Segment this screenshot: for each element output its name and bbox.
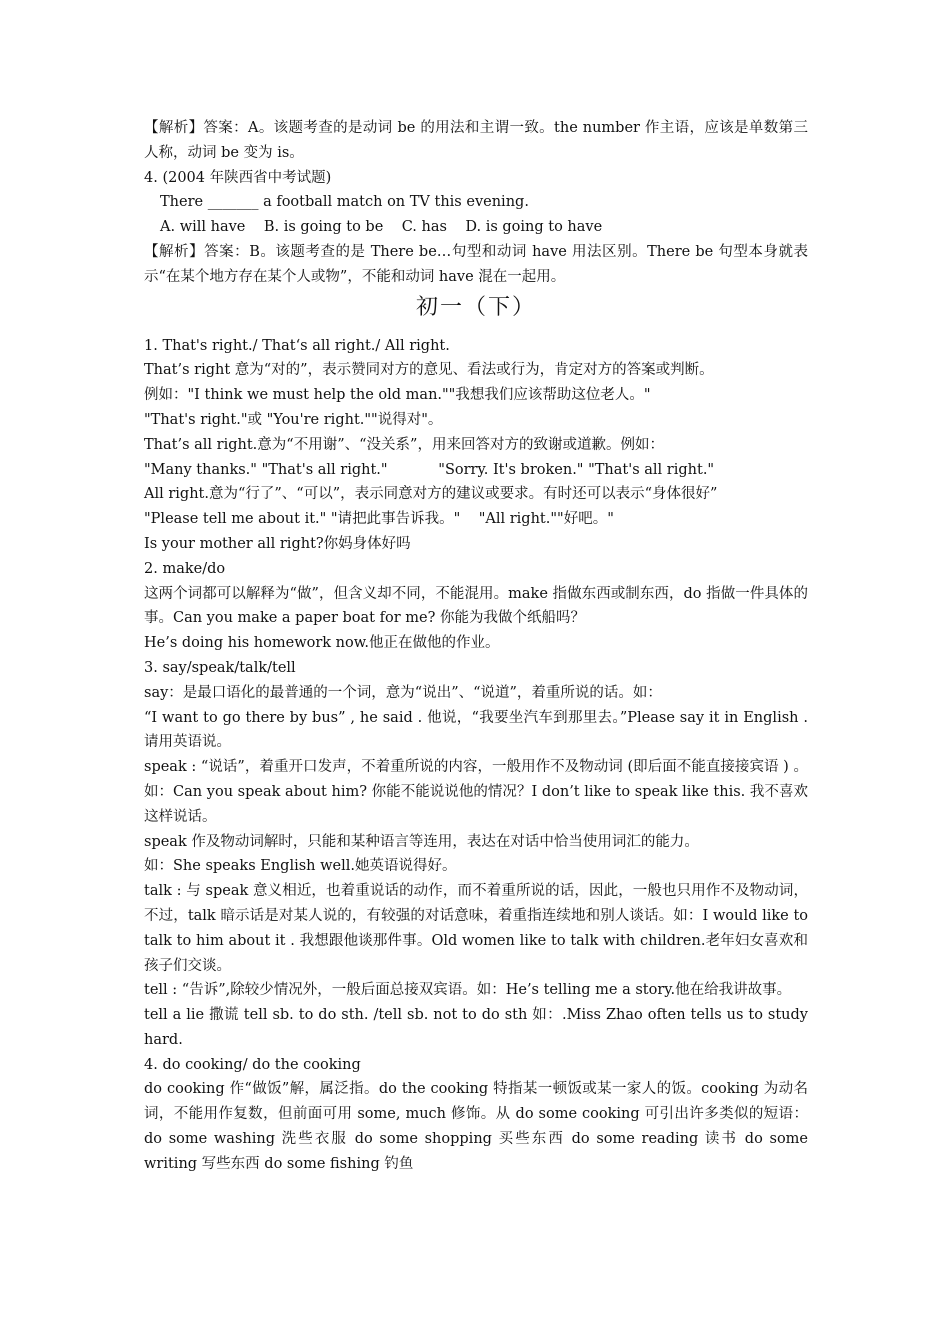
- body-paragraph: He’s doing his homework now.他正在做他的作业。: [144, 635, 500, 652]
- body-paragraph: "That's right."或 "You're right.""说得对"。: [144, 411, 443, 428]
- body-paragraph: 如：She speaks English well.她英语说得好。: [144, 858, 457, 875]
- body-paragraph: That’s right 意为“对的”，表示赞同对方的意见、看法或行为，肯定对方的答案或判断。: [144, 362, 714, 379]
- question-stem: There _______ a football match on TV this evening.: [160, 194, 529, 211]
- body-paragraph: 例如："I think we must help the old man.""我想我们应该帮助这位老人。": [144, 387, 651, 404]
- analysis-paragraph: 【解析】答案：B。该题考查的是 There be…句型和动词 have 用法区别。There be 句型本身就表示“在某个地方存在某个人或物”，不能和动词 have 混在一起用。: [144, 243, 808, 285]
- question-options: A. will have B. is going to be C. has D. is going to have: [160, 219, 603, 236]
- body-paragraph: 这两个词都可以解释为“做”，但含义却不同，不能混用。make 指做东西或制东西，do 指做一件具体的事。Can you make a paper boat for me? 你能为我做个纸船吗？: [144, 585, 808, 627]
- body-paragraph: tell : “告诉”,除较少情况外，一般后面总接双宾语。如：He’s telling me a story.他在给我讲故事。: [144, 982, 792, 999]
- section-heading: 初一（下）: [415, 294, 536, 320]
- item-title: 2. make/do: [144, 560, 226, 577]
- analysis-paragraph: 【解析】答案：A。该题考查的是动词 be 的用法和主谓一致。the number 作主语，应该是单数第三人称，动词 be 变为 is。: [144, 120, 808, 161]
- body-paragraph: speak : “说话”，着重开口发声，不着重所说的内容，一般用作不及物动词 (即后面不能直接接宾语 ) 。如：Can you speak about him? 你能不能说说他的情况？I don’t like to speak like this. 我不喜欢这样说话。: [144, 759, 808, 825]
- body-paragraph: talk : 与 speak 意义相近，也着重说话的动作，而不着重所说的话，因此，一般也只用作不及物动词， 不过，talk 暗示话是对某人说的，有较强的对话意味，着重指连续地和别人谈话。如：I would like to talk to him about it . 我想跟他谈那件事。Old women like to talk with children.老年妇女喜欢和孩子们交谈。: [144, 883, 808, 974]
- body-paragraph: do cooking 作“做饭”解，属泛指。do the cooking 特指某一顿饭或某一家人的饭。cooking 为动名词，不能用作复数，但前面可用 some, much 修饰。从 do some cooking 可引出许多类似的短语：do some washing 洗些衣服 do some shopping 买些东西 do some reading 读书 do some writing 写些东西 do some fishing 钓鱼: [144, 1081, 808, 1172]
- document-page: [144, 116, 808, 1177]
- body-paragraph: "Many thanks." "That's all right." "Sorry. It's broken." "That's all right.": [144, 461, 715, 478]
- body-paragraph: Is your mother all right?你妈身体好吗: [144, 535, 411, 552]
- question-title: 4. (2004 年陕西省中考试题): [144, 169, 332, 186]
- body-paragraph: say：是最口语化的最普通的一个词，意为“说出”、“说道”，着重所说的话。如：: [144, 684, 662, 701]
- item-title: 4. do cooking/ do the cooking: [144, 1056, 361, 1073]
- body-paragraph: tell a lie 撒谎 tell sb. to do sth. /tell sb. not to do sth 如：.Miss Zhao often tells us to study hard.: [144, 1007, 808, 1048]
- body-paragraph: "Please tell me about it." "请把此事告诉我。" "All right.""好吧。": [144, 511, 614, 528]
- body-paragraph: speak 作及物动词解时，只能和某种语言等连用，表达在对话中恰当使用词汇的能力。: [144, 833, 699, 850]
- body-paragraph: All right.意为“行了”、“可以”，表示同意对方的建议或要求。有时还可以表示“身体很好”: [144, 486, 718, 503]
- body-paragraph: That’s all right.意为“不用谢”、“没关系”，用来回答对方的致谢或道歉。例如：: [144, 436, 664, 453]
- body-paragraph: “I want to go there by bus” , he said . 他说，“我要坐汽车到那里去。”Please say it in English . 请用英语说。: [144, 709, 808, 751]
- item-title: 1. That's right./ That‘s all right./ All right.: [144, 337, 450, 354]
- item-title: 3. say/speak/talk/tell: [144, 659, 296, 676]
